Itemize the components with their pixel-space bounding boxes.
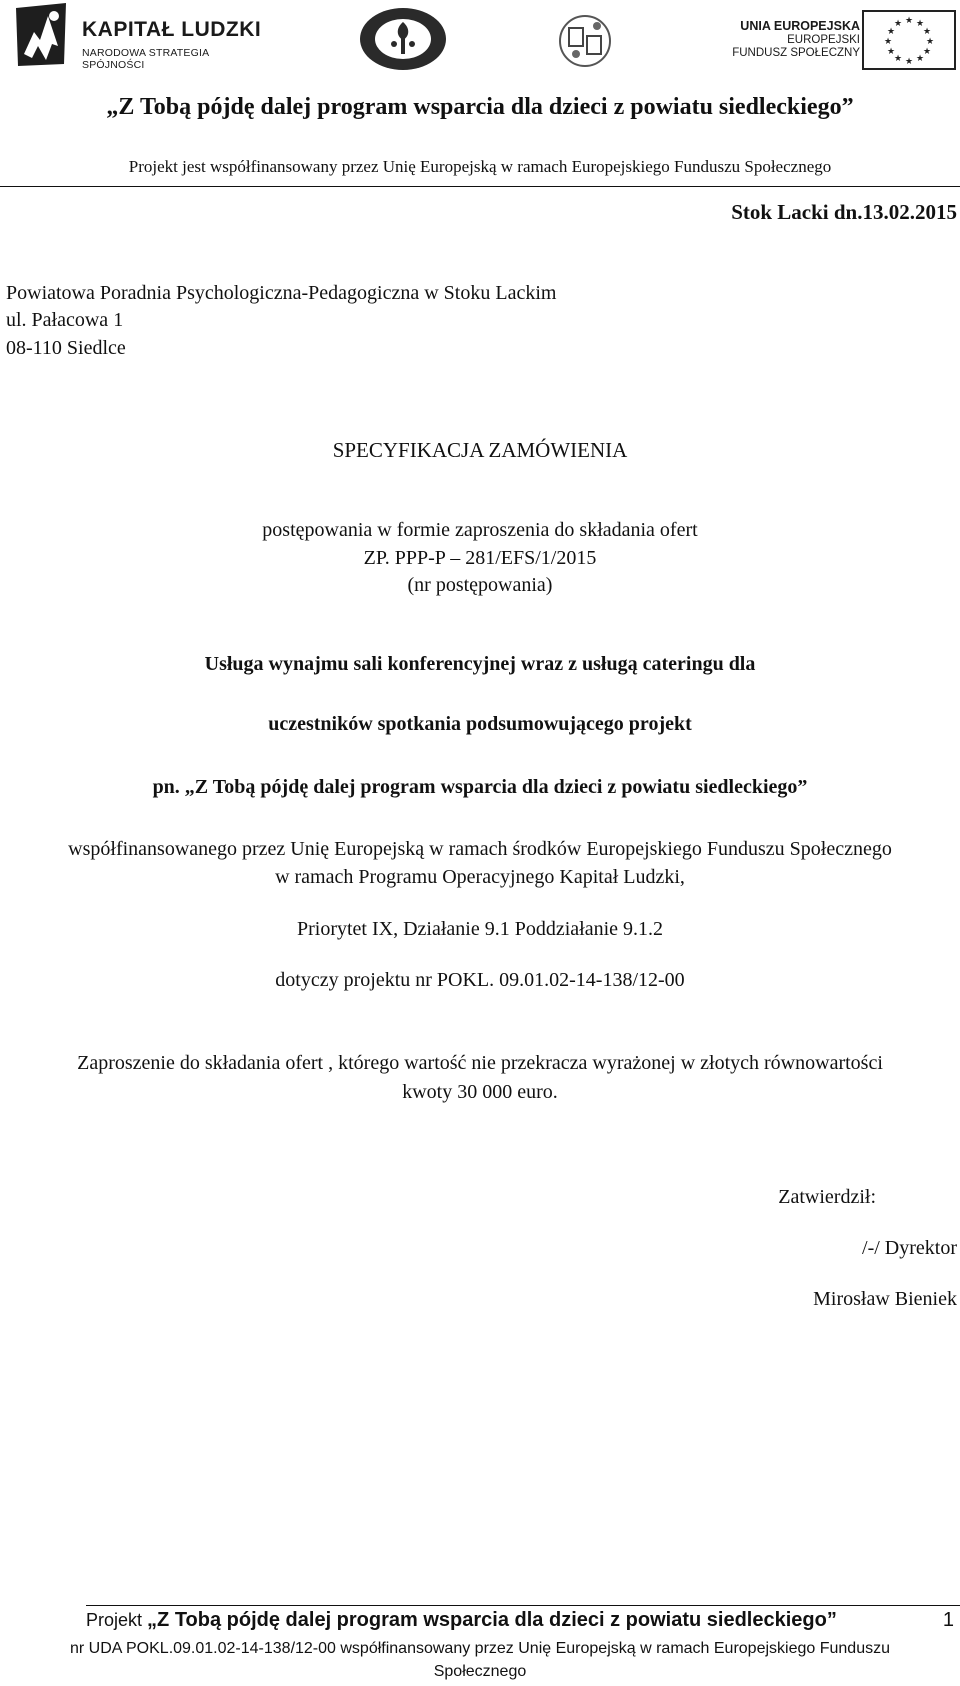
funding-priority: Priorytet IX, Działanie 9.1 Poddziałanie 9.1.2 bbox=[296, 918, 663, 940]
kapital-ludzki-name: KAPITAŁ LUDZKI bbox=[82, 18, 262, 41]
footer-divider bbox=[86, 1605, 960, 1606]
powiat-siedlecki-seal bbox=[358, 6, 448, 72]
eu-line1: UNIA EUROPEJSKA bbox=[740, 19, 860, 33]
kapital-ludzki-tagline: NARODOWA STRATEGIA SPÓJNOŚCI bbox=[82, 47, 209, 71]
svg-text:★: ★ bbox=[904, 56, 914, 66]
svg-text:★: ★ bbox=[915, 18, 925, 28]
svg-text:★: ★ bbox=[915, 53, 925, 63]
header-title: „Z Tobą pójdę dalej program wsparcia dla dzieci z powiatu siedleckiego” bbox=[106, 94, 854, 120]
eu-logo-text bbox=[710, 20, 860, 60]
header-divider bbox=[0, 186, 960, 187]
procedure-number: ZP. PPP-P – 281/EFS/1/2015 bbox=[363, 547, 597, 569]
footer-line-2: nr UDA POKL.09.01.02-14-138/12-00 współfinansowany przez Unię Europejską w ramach Europejskiego Funduszu bbox=[69, 1640, 890, 1657]
eu-line2: EUROPEJSKI bbox=[787, 34, 860, 46]
header-subtitle: Projekt jest współfinansowany przez Unię Europejską w ramach Europejskiego Funduszu Społecznego bbox=[128, 157, 832, 176]
service-line-2: uczestników spotkania podsumowującego projekt bbox=[268, 713, 692, 735]
funding-line-2: w ramach Programu Operacyjnego Kapitał Ludzki, bbox=[275, 866, 685, 888]
svg-text:★: ★ bbox=[893, 53, 903, 63]
svg-text:★: ★ bbox=[883, 36, 893, 46]
svg-text:★: ★ bbox=[886, 46, 896, 56]
eu-line3: FUNDUSZ SPOŁECZNY bbox=[732, 47, 860, 59]
footer-page-number: 1 bbox=[942, 1609, 954, 1631]
svg-text:★: ★ bbox=[904, 15, 914, 25]
funding-line-1: współfinansowanego przez Unię Europejską w ramach środków Europejskiego Funduszu Społecznego bbox=[68, 838, 892, 860]
eu-flag-icon bbox=[862, 10, 956, 70]
address-line-2: ul. Pałacowa 1 bbox=[6, 309, 124, 331]
document-date: Stok Lacki dn.13.02.2015 bbox=[731, 200, 957, 224]
signature-name: Mirosław Bieniek bbox=[813, 1288, 957, 1310]
footer-prefix: Projekt bbox=[86, 1610, 143, 1630]
eu-logo bbox=[720, 10, 960, 72]
invitation-line-2: kwoty 30 000 euro. bbox=[402, 1081, 558, 1103]
invitation-line-1: Zaproszenie do składania ofert , którego wartość nie przekracza wyrażonej w złotych równowartości bbox=[77, 1052, 883, 1074]
svg-text:★: ★ bbox=[893, 18, 903, 28]
footer-title: „Z Tobą pójdę dalej program wsparcia dla dzieci z powiatu siedleckiego” bbox=[147, 1609, 837, 1631]
procedure-number-note: (nr postępowania) bbox=[407, 574, 553, 596]
svg-text:★: ★ bbox=[925, 36, 935, 46]
procedure-form: postępowania w formie zaproszenia do składania ofert bbox=[262, 519, 698, 541]
project-name: pn. „Z Tobą pójdę dalej program wsparcia dla dzieci z powiatu siedleckiego” bbox=[152, 776, 808, 798]
svg-text:★: ★ bbox=[886, 26, 896, 36]
powiat-seal-icon bbox=[358, 6, 448, 72]
address-line-1: Powiatowa Poradnia Psychologiczna-Pedagogiczna w Stoku Lackim bbox=[6, 282, 557, 304]
kapital-ludzki-logo bbox=[14, 2, 264, 70]
poradnia-logo-icon bbox=[553, 14, 617, 68]
kapital-ludzki-emblem-icon bbox=[14, 2, 70, 68]
address-line-3: 08-110 Siedlce bbox=[6, 337, 126, 359]
svg-text:★: ★ bbox=[922, 26, 932, 36]
service-line-1: Usługa wynajmu sali konferencyjnej wraz z usługą cateringu dla bbox=[204, 653, 756, 675]
footer-line-3: Społecznego bbox=[433, 1663, 527, 1680]
funding-project-number: dotyczy projektu nr POKL. 09.01.02-14-138/12-00 bbox=[275, 969, 685, 991]
specification-title: SPECYFIKACJA ZAMÓWIENIA bbox=[332, 438, 628, 462]
approved-label: Zatwierdził: bbox=[778, 1186, 876, 1208]
signature-role: /-/ Dyrektor bbox=[862, 1237, 957, 1259]
svg-text:★: ★ bbox=[922, 46, 932, 56]
footer-project-line bbox=[86, 1609, 837, 1632]
poradnia-logo bbox=[553, 14, 617, 68]
